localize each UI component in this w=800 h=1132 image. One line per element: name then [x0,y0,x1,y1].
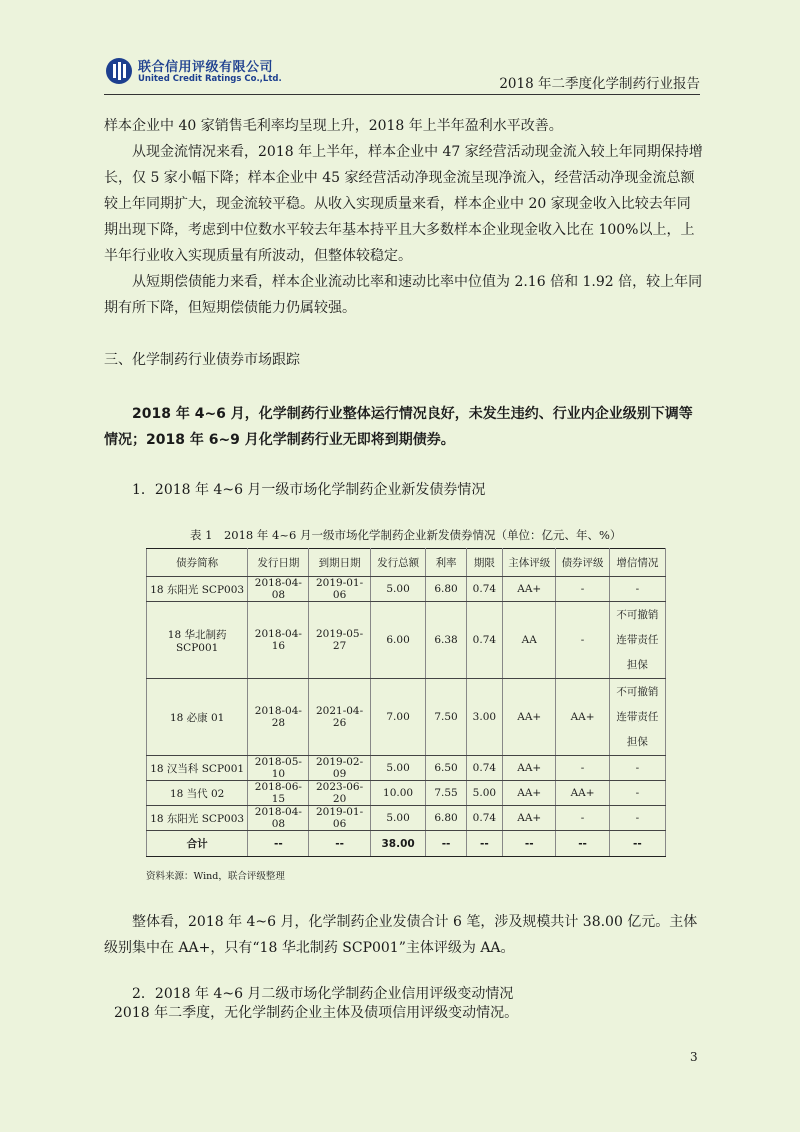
table-cell: 6.80 [426,806,466,831]
table-cell: 6.38 [426,602,466,679]
table-row [147,602,666,679]
table-total-cell: -- [503,831,556,857]
table-cell: 5.00 [370,806,426,831]
table-cell-credit [609,577,665,602]
table-cell: 2019-01-06 [309,806,370,831]
credit-line: 连带责任 [616,710,659,723]
logo-chinese-name: 联合信用评级有限公司 [138,60,274,75]
table-total-cell: -- [309,831,370,857]
credit-line: - [635,812,640,824]
table-cell: AA+ [503,679,556,756]
paragraph-solvency: 从短期偿债能力来看，样本企业流动比率和速动比率中位值为 2.16 倍和 1.92 倍，较上年同期有所下降，但短期偿债能力仍属较强。 [104,274,703,316]
table-cell: 18 汉当科 SCP001 [147,756,248,781]
credit-line: - [635,762,640,774]
table-cell: 3.00 [466,679,502,756]
report-title: 2018 年二季度化学制药行业报告 [499,76,700,92]
column-header: 期限 [466,549,502,577]
column-header: 主体评级 [503,549,556,577]
credit-line: - [635,787,640,799]
page-header [104,52,700,96]
table-cell: 2019-05-27 [309,602,370,679]
table-cell: 7.00 [370,679,426,756]
table-cell: 6.00 [370,602,426,679]
table-cell: 2018-04-16 [248,602,309,679]
credit-line: 不可撤销 [616,685,659,698]
table-cell: 5.00 [370,756,426,781]
table-total-cell: -- [426,831,466,857]
table-cell: 18 华北制药 SCP001 [147,602,248,679]
table-row [147,679,666,756]
company-logo [104,56,304,92]
table-cell: AA+ [556,679,609,756]
credit-line: 连带责任 [616,633,659,646]
table-cell: 2021-04-26 [309,679,370,756]
table-cell-credit [609,602,665,679]
table-cell: AA+ [503,756,556,781]
table-cell: 18 东阳光 SCP003 [147,577,248,602]
table-cell: 2023-06-20 [309,781,370,806]
subsection-title-secondary-market: 2．2018 年 4~6 月二级市场化学制药企业信用评级变动情况 [132,986,514,1002]
table-source: 资料来源：Wind，联合评级整理 [146,871,285,882]
table-cell: 0.74 [466,577,502,602]
credit-line: 担保 [626,735,648,748]
paragraph-cashflow: 从现金流情况来看，2018 年上半年，样本企业中 47 家经营活动现金流入较上年同期保持增长，仅 5 家小幅下降；样本企业中 45 家经营活动净现金流呈现净流入，经营活动净现金流总额较上年同期扩大，现金流较平稳。从收入实现质量来看，样本企业中 20 家现金收入比较去年同期出现下降，考虑到中位数水平较去年基本持平且大多数样本企业现金收入比在 100%以上，上半年行业收入实现质量有所波动，但整体较稳定。 [104,144,703,264]
table-cell: - [556,806,609,831]
table-total-row [147,831,666,857]
header-divider [104,94,700,95]
table-cell-credit [609,781,665,806]
logo-icon [106,58,132,84]
credit-line: 担保 [626,658,648,671]
table-cell: 18 必康 01 [147,679,248,756]
table-cell: 7.55 [426,781,466,806]
table-row [147,756,666,781]
table-total-cell: -- [466,831,502,857]
table-cell: 5.00 [370,577,426,602]
column-header: 债券评级 [556,549,609,577]
column-header: 增信情况 [609,549,665,577]
column-header: 发行总额 [370,549,426,577]
table-cell: 18 当代 02 [147,781,248,806]
section-summary: 2018 年 4~6 月，化学制药行业整体运行情况良好，未发生违约、行业内企业级别下调等情况；2018 年 6~9 月化学制药行业无即将到期债券。 [104,406,693,448]
table-cell: AA+ [503,806,556,831]
subsection-title-primary-market: 1．2018 年 4~6 月一级市场化学制药企业新发债券情况 [132,482,486,498]
table-row [147,577,666,602]
table-cell: AA+ [503,781,556,806]
table-total-cell: -- [248,831,309,857]
table-total-cell: -- [609,831,665,857]
table-cell: 2018-04-08 [248,806,309,831]
credit-line: - [635,583,640,595]
table-cell: 2018-04-28 [248,679,309,756]
table-cell: 2018-05-10 [248,756,309,781]
logo-english-name: United Credit Ratings Co.,Ltd. [138,74,282,84]
bond-issuance-table [146,548,666,857]
table-cell: 6.50 [426,756,466,781]
table-total-cell: 合计 [147,831,248,857]
table-cell: - [556,756,609,781]
paragraph-summary: 整体看，2018 年 4~6 月，化学制药企业发债合计 6 笔，涉及规模共计 38.00 亿元。主体级别集中在 AA+，只有“18 华北制药 SCP001”主体评级为 AA。 [104,914,698,956]
column-header: 利率 [426,549,466,577]
table-cell: 2018-06-15 [248,781,309,806]
table-cell: 7.50 [426,679,466,756]
column-header: 发行日期 [248,549,309,577]
table-cell-credit [609,756,665,781]
page-number: 3 [690,1050,698,1064]
table-cell: 10.00 [370,781,426,806]
table-cell: AA+ [556,781,609,806]
table-row [147,781,666,806]
table-cell: 2019-01-06 [309,577,370,602]
table-cell: - [556,602,609,679]
table-cell: AA [503,602,556,679]
table-total-cell: -- [556,831,609,857]
table-cell: 2018-04-08 [248,577,309,602]
table-caption: 表 1 2018 年 4~6 月一级市场化学制药企业新发债券情况（单位：亿元、年、%） [190,528,622,542]
column-header: 到期日期 [309,549,370,577]
section-title: 三、化学制药行业债券市场跟踪 [104,352,300,368]
table-cell-credit [609,806,665,831]
table-cell: 0.74 [466,756,502,781]
table-header-row [147,549,666,577]
table-total-cell: 38.00 [370,831,426,857]
table-cell: 6.80 [426,577,466,602]
table-cell: - [556,577,609,602]
table-cell: 5.00 [466,781,502,806]
paragraph-rating-change: 2018 年二季度，无化学制药企业主体及债项信用评级变动情况。 [114,1005,519,1021]
table-cell: 0.74 [466,806,502,831]
table-cell: AA+ [503,577,556,602]
credit-line: 不可撤销 [616,608,659,621]
table-cell: 2019-02-09 [309,756,370,781]
table-cell: 0.74 [466,602,502,679]
paragraph-margin: 样本企业中 40 家销售毛利率均呈现上升，2018 年上半年盈利水平改善。 [104,118,563,134]
column-header: 债券简称 [147,549,248,577]
table-cell-credit [609,679,665,756]
table-cell: 18 东阳光 SCP003 [147,806,248,831]
table-row [147,806,666,831]
